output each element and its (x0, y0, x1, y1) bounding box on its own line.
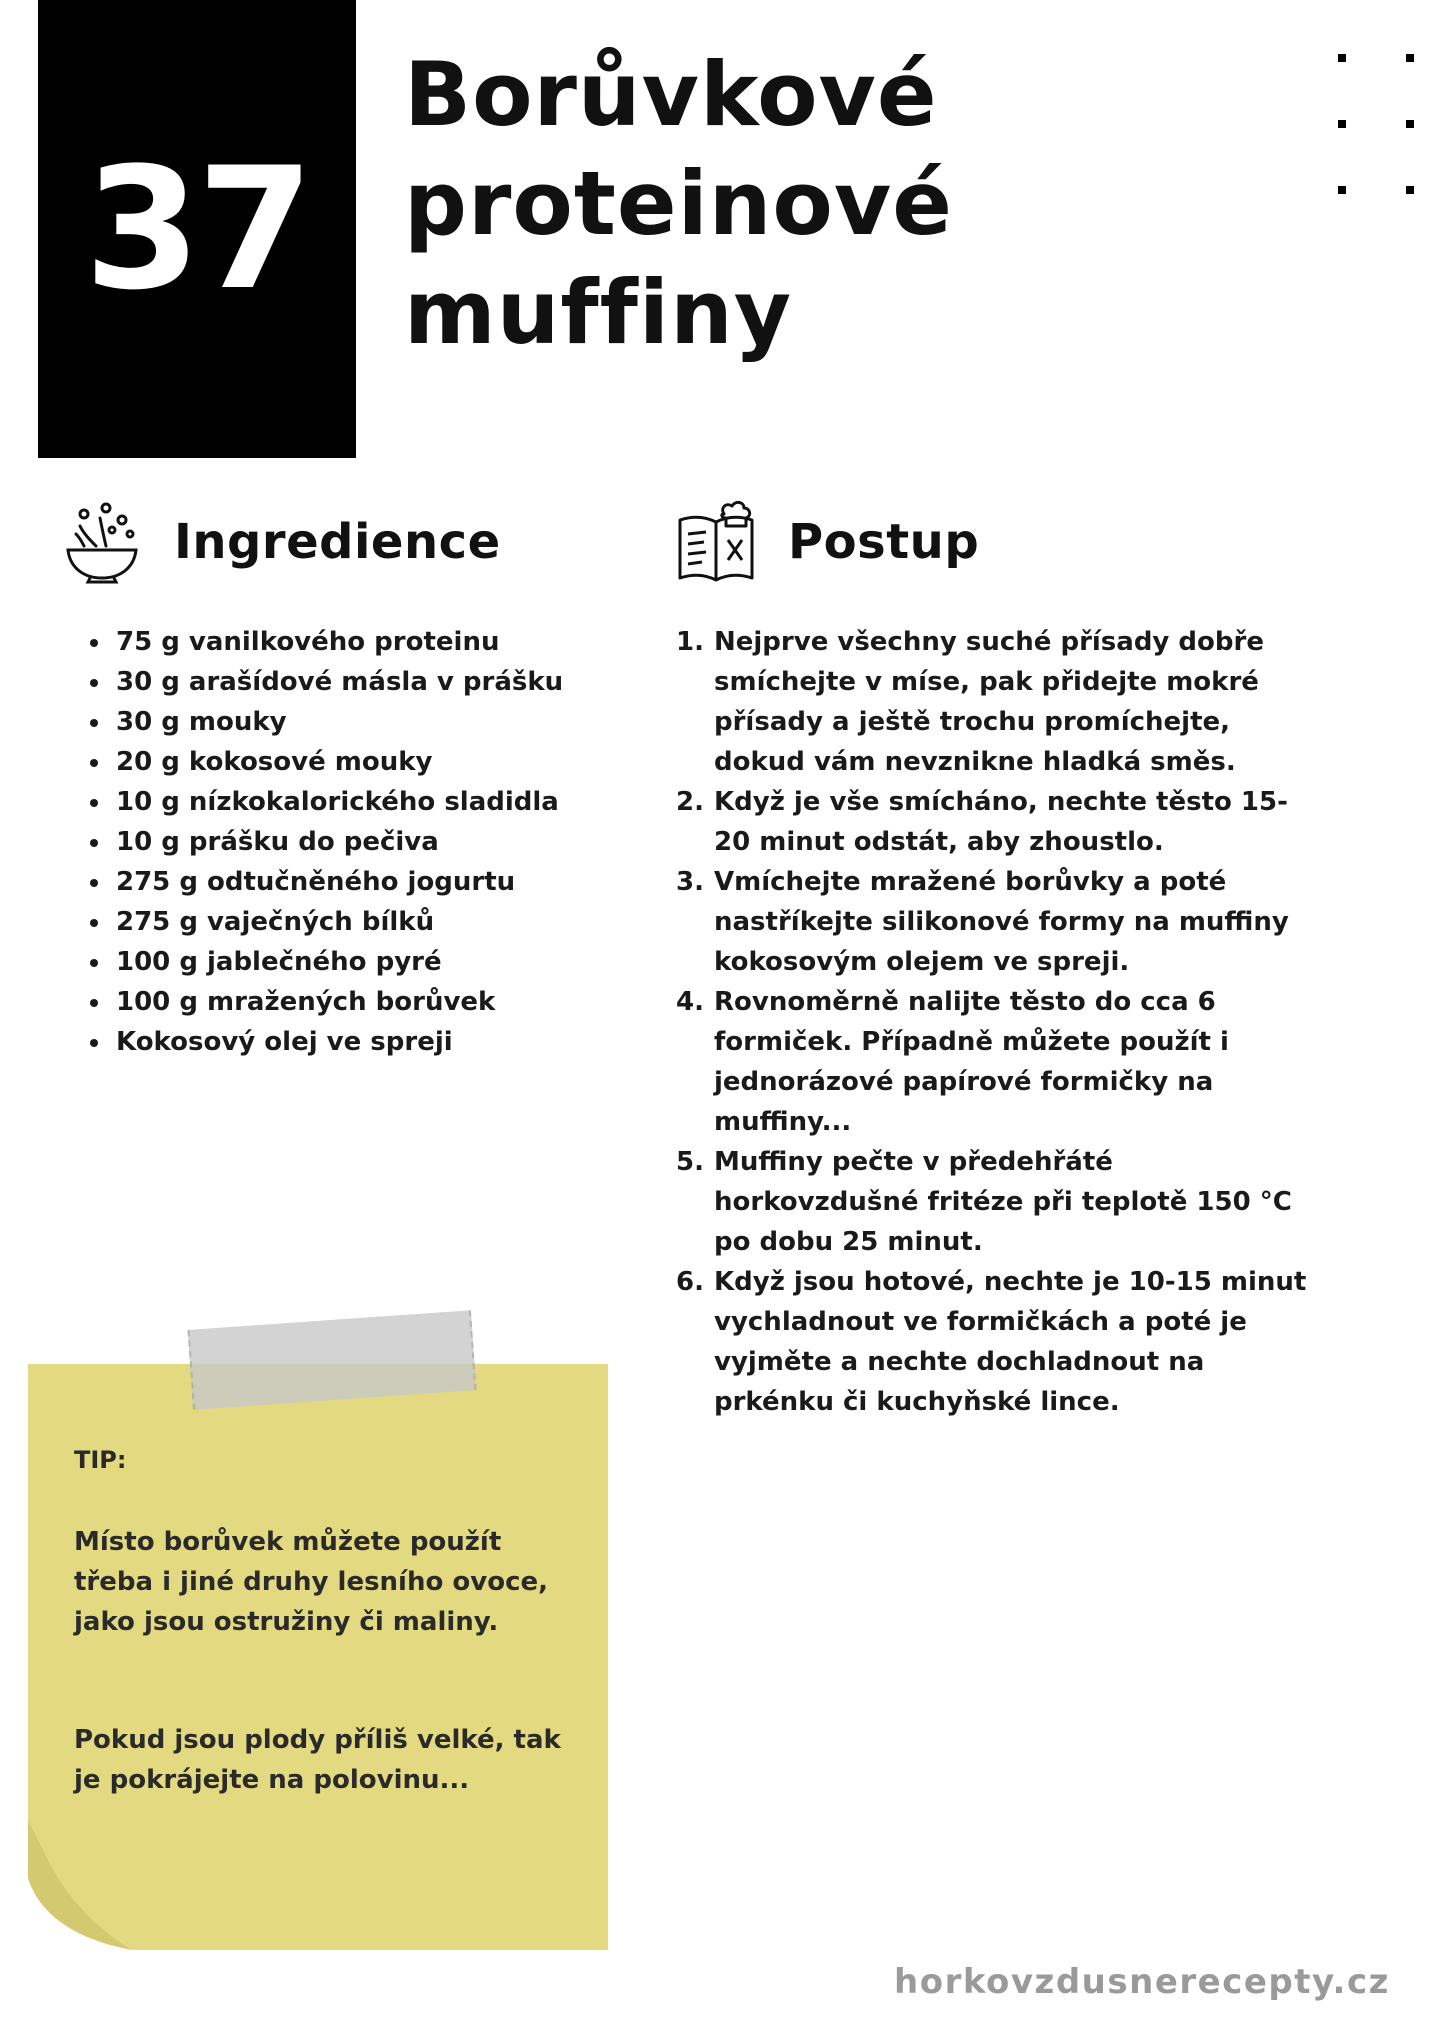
ingredient-item: 100 g jablečného pyré (90, 942, 563, 982)
ingredient-item: 10 g nízkokalorického sladidla (90, 782, 563, 822)
ingredient-item: 30 g mouky (90, 702, 563, 742)
ingredient-item: 30 g arašídové másla v prášku (90, 662, 563, 702)
ingredients-list (90, 622, 563, 1062)
tip-paragraph-1: Místo borůvek můžete použít třeba i jiné druhy lesního ovoce, jako jsou ostružiny či maliny. (74, 1527, 548, 1637)
tip-paragraph-2: Pokud jsou plody příliš velké, tak je pokrájejte na polovinu... (74, 1725, 561, 1795)
step-text: Když jsou hotové, nechte je 10-15 minut vychladnout ve formičkách a poté je vyjměte a nechte dochladnout na prkénku či kuchyňské lince. (714, 1267, 1307, 1417)
website-url: horkovzdusnerecepty.cz (894, 1962, 1390, 2002)
method-steps-list (676, 622, 1316, 1422)
method-title: Postup (788, 514, 980, 570)
step-number: 1. (676, 627, 704, 657)
ingredient-item: 275 g vaječných bílků (90, 902, 563, 942)
ingredient-item: 275 g odtučněného jogurtu (90, 862, 563, 902)
recipe-title-line-1: Borůvkové (404, 43, 938, 146)
step-text: Nejprve všechny suché přísady dobře smíchejte v míse, pak přidejte mokré přísady a ještě trochu promíchejte, dokud vám nevznikne hladká směs. (714, 627, 1264, 777)
ingredient-item: 10 g prášku do pečiva (90, 822, 563, 862)
decorative-dot-grid (1338, 54, 1414, 204)
ingredient-item: 75 g vanilkového proteinu (90, 622, 563, 662)
recipe-number-block (38, 0, 356, 458)
step-number: 4. (676, 987, 704, 1017)
method-step (676, 862, 1316, 982)
tip-label: TIP: (74, 1446, 127, 1474)
ingredient-item: 20 g kokosové mouky (90, 742, 563, 782)
sticky-note-curl (28, 1820, 148, 1950)
method-step (676, 1142, 1316, 1262)
step-number: 5. (676, 1147, 704, 1177)
recipe-title-line-3: muffiny (404, 261, 793, 364)
dot (1406, 186, 1414, 194)
salad-bowl-icon (62, 500, 142, 584)
recipe-title (404, 40, 1044, 367)
ingredients-header (62, 500, 501, 584)
step-number: 6. (676, 1267, 704, 1297)
method-step (676, 622, 1316, 782)
step-text: Když je vše smícháno, nechte těsto 15-20 minut odstát, aby zhoustlo. (714, 787, 1288, 857)
step-number: 3. (676, 867, 704, 897)
method-step (676, 782, 1316, 862)
step-number: 2. (676, 787, 704, 817)
ingredients-title: Ingredience (174, 514, 501, 570)
method-header (676, 500, 979, 584)
dot (1338, 54, 1346, 62)
ingredient-item: Kokosový olej ve spreji (90, 1022, 563, 1062)
method-step (676, 1262, 1316, 1422)
step-text: Muffiny pečte v předehřáté horkovzdušné fritéze při teplotě 150 °C po dobu 25 minut. (714, 1147, 1292, 1257)
method-step (676, 982, 1316, 1142)
ingredient-item: 100 g mražených borůvek (90, 982, 563, 1022)
dot (1406, 54, 1414, 62)
cookbook-chef-icon (676, 500, 756, 584)
step-text: Vmíchejte mražené borůvky a poté nastříkejte silikonové formy na muffiny kokosovým olejem ve spreji. (714, 867, 1289, 977)
step-text: Rovnoměrně nalijte těsto do cca 6 formiček. Případně můžete použít i jednorázové papírové formičky na muffiny... (714, 987, 1229, 1137)
dot (1338, 186, 1346, 194)
recipe-number: 37 (84, 131, 310, 327)
recipe-title-line-2: proteinové (404, 152, 953, 255)
dot (1338, 120, 1346, 128)
dot (1406, 120, 1414, 128)
